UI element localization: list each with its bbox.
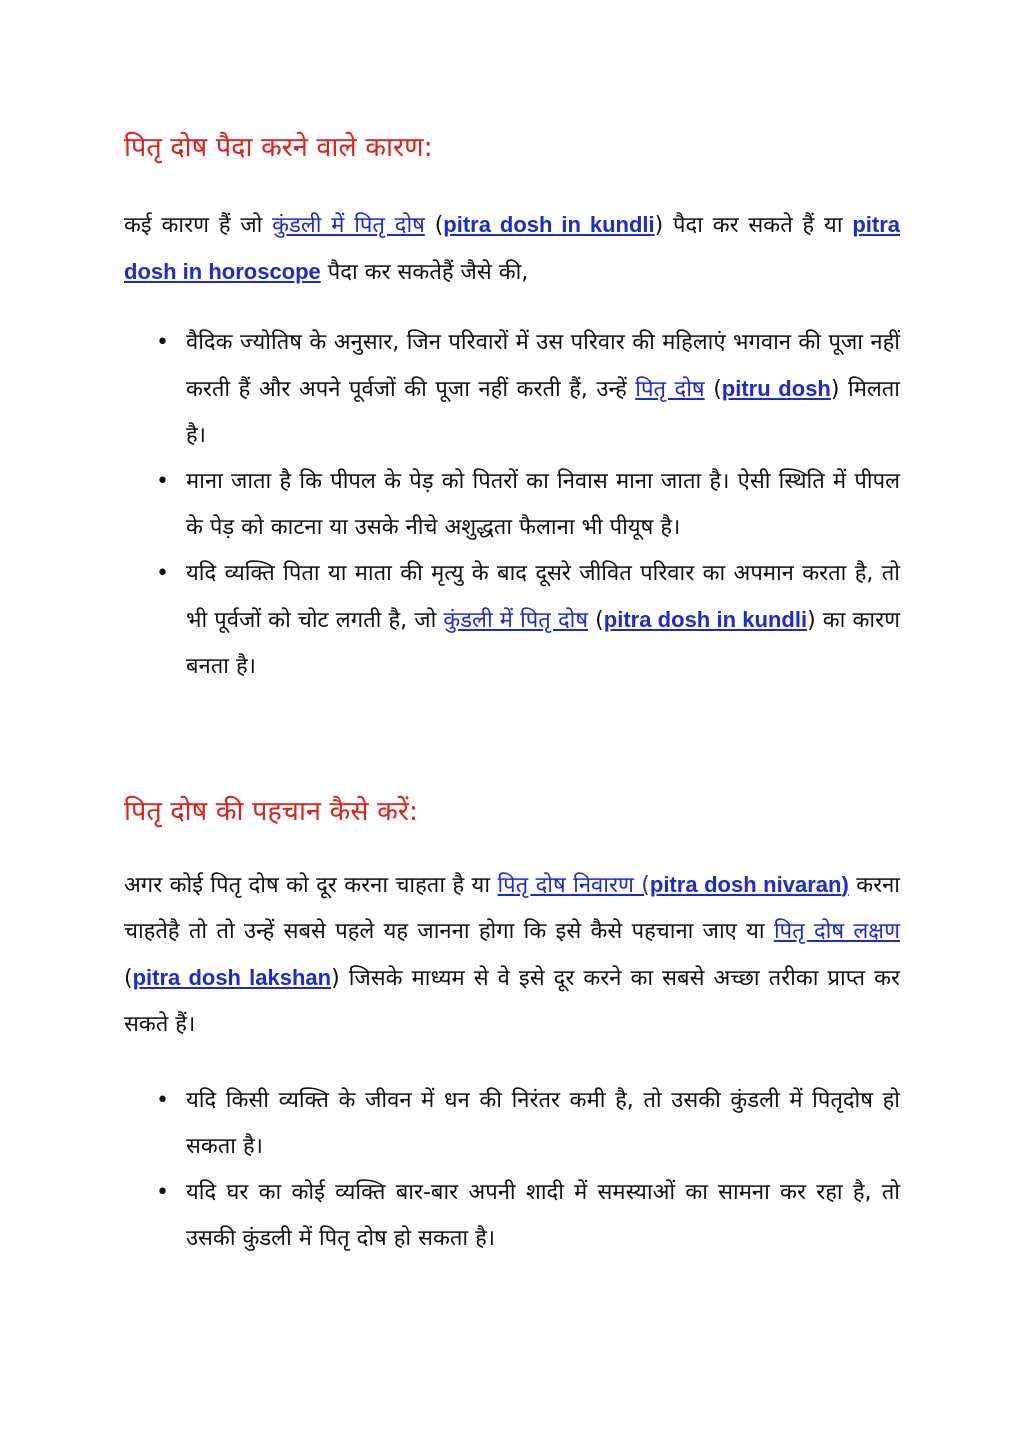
text-run: ) पैदा कर सकते हैं या (654, 213, 853, 238)
identify-intro-paragraph (124, 862, 900, 1048)
text-run: ) मिलता है। (186, 377, 901, 448)
identify-list (124, 1078, 900, 1262)
link-pitra-dosh-nivaran[interactable] (497, 873, 848, 898)
link-part: ) (841, 872, 849, 897)
text-run: ) जिसके माध्यम से वे इसे दूर करने का सबसे अच्छा तरीका प्राप्त कर सकते हैं। (124, 966, 900, 1037)
link-pitra-dosh-lakshan[interactable]: pitra dosh lakshan (132, 965, 332, 990)
text-run: माना जाता है कि पीपल के पेड़ को पितरों का निवास माना जाता है। ऐसी स्थिति में पीपल के पेड़ को काटना या उसके नीचे अशुद्धता फैलाना भी पीयूष है। (186, 469, 900, 540)
text-run: ( (424, 213, 444, 238)
link-pitra-dosh-in-horoscope[interactable]: pitra dosh in horoscope (124, 212, 901, 284)
causes-list (124, 320, 900, 690)
text-run: ( (124, 966, 133, 991)
text-run: यदि व्यक्ति पिता या माता की मृत्यु के बाद दूसरे जीवित परिवार का अपमान करता है, तो भी पूर्वजों को चोट लगती है, जो (186, 561, 900, 633)
link-kundli-pitra-dosh[interactable]: कुंडली में पितृ दोष (443, 608, 589, 633)
list-item (124, 1078, 900, 1170)
text-run: ( (704, 377, 722, 402)
list-item (124, 320, 900, 459)
text-run: पैदा कर सकतेहैं जैसे की, (320, 260, 529, 285)
link-part: pitra dosh nivaran (649, 872, 842, 897)
text-run: यदि घर का कोई व्यक्ति बार-बार अपनी शादी में समस्याओं का सामना कर रहा है, तो उसकी कुंडली में पितृ दोष हो सकता है। (186, 1180, 900, 1251)
text-run: अगर कोई पितृ दोष को दूर करना चाहता है या (124, 873, 498, 898)
link-pitra-dosh-in-kundli[interactable]: pitra dosh in kundli (603, 607, 808, 632)
text-run: कई कारण हैं जो (124, 213, 273, 238)
text-run: वैदिक ज्योतिष के अनुसार, जिन परिवारों में उस परिवार की महिलाएं भगवान की पूजा नहीं करती हैं और अपने पूर्वजों की पूजा नहीं करती हैं, उन्हें (186, 330, 900, 402)
text-run: करना चाहतेहै तो तो उन्हें सबसे पहले यह जानना होगा कि इसे कैसे पहचाना जाए या (124, 873, 901, 944)
link-pitru-dosh[interactable]: pitru dosh (721, 376, 831, 401)
text-run: ) का कारण बनता है। (186, 608, 900, 679)
section-heading-identify: पितृ दोष की पहचान कैसे करें: (124, 796, 418, 827)
list-item (124, 551, 900, 690)
causes-intro-paragraph (124, 202, 900, 296)
section-heading-causes: पितृ दोष पैदा करने वाले कारण: (124, 132, 433, 163)
text-run: यदि किसी व्यक्ति के जीवन में धन की निरंतर कमी है, तो उसकी कुंडली में पितृदोष हो सकता है। (186, 1088, 900, 1159)
link-pitra-dosh-in-kundli[interactable]: pitra dosh in kundli (443, 212, 655, 237)
link-kundli-pitra-dosh[interactable]: कुंडली में पितृ दोष (272, 213, 425, 238)
document-page (124, 118, 900, 1262)
list-item (124, 459, 900, 551)
link-pitra-dosh[interactable]: पितृ दोष (635, 377, 705, 402)
link-pitra-dosh-lakshan-hindi[interactable]: पितृ दोष लक्षण (773, 919, 900, 944)
text-run: ( (588, 608, 604, 633)
link-part: पितृ दोष निवारण ( (497, 873, 650, 898)
list-item (124, 1170, 900, 1262)
